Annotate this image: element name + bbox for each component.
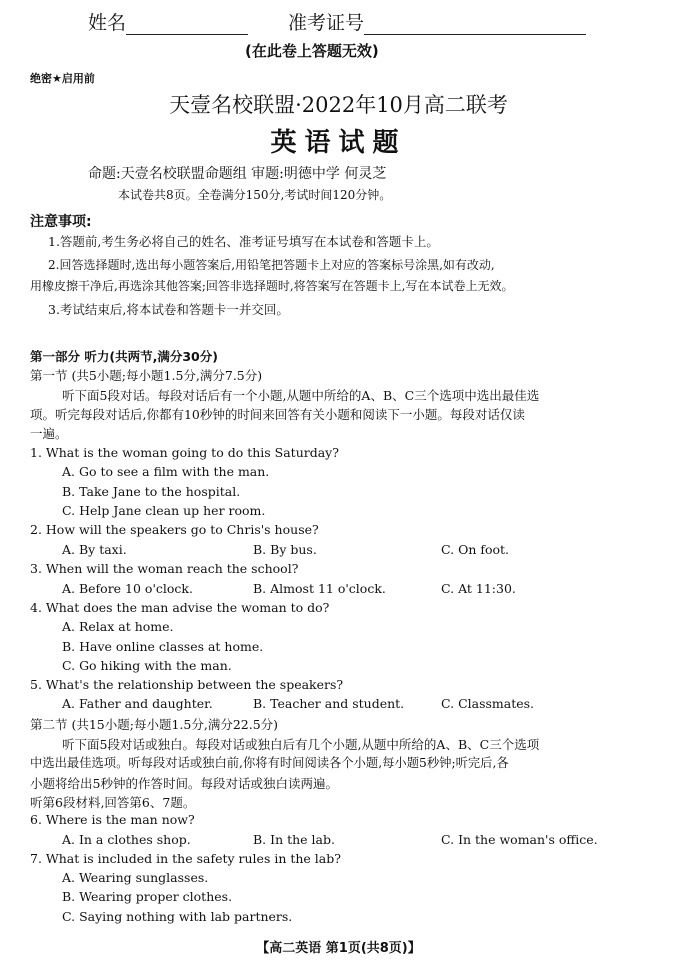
question-5-option-c: C. Classmates. [441,696,535,711]
exam-id-field [288,8,586,35]
section1-instructions-line1: 听下面5段对话。每段对话后有一个小题,从题中所给的A、B、C三个选项中选出最佳选 [62,388,540,403]
question-7-option-c: C. Saying nothing with lab partners. [62,909,293,924]
exam-title: 天壹名校联盟·2022年10月高二联考 [169,93,508,117]
question-3-stem: 3. When will the woman reach the school? [30,561,299,576]
question-2-option-b: B. By bus. [253,542,317,557]
page-footer: 【高二英语 第1页(共8页)】 [256,941,421,956]
question-7-stem: 7. What is included in the safety rules in the lab? [30,851,341,866]
section2-instructions-line3: 小题将给出5秒钟的作答时间。每段对话或独白读两遍。 [30,776,338,791]
question-2-option-a: A. By taxi. [62,542,127,557]
question-6-option-b: B. In the lab. [253,832,335,847]
name-label: 姓名 [88,12,127,34]
question-1-option-b: B. Take Jane to the hospital. [62,484,241,499]
notice-item-2-line2: 用橡皮擦干净后,再选涂其他答案;回答非选择题时,将答案写在答题卡上,写在本试卷上无效。 [30,279,514,293]
question-4-option-b: B. Have online classes at home. [62,639,264,654]
question-1-option-c: C. Help Jane clean up her room. [62,503,266,518]
notice-item-3: 3.考试结束后,将本试卷和答题卡一并交回。 [48,302,289,317]
question-1-stem: 1. What is the woman going to do this Saturday? [30,445,339,460]
question-4-option-c: C. Go hiking with the man. [62,658,232,673]
question-6-option-a: A. In a clothes shop. [62,832,191,847]
question-6-stem: 6. Where is the man now? [30,812,195,827]
name-field [88,8,248,35]
authors-line: 命题:天壹名校联盟命题组 审题:明德中学 何灵芝 [88,166,387,182]
section1-heading: 第一节 (共5小题;每小题1.5分,满分7.5分) [30,368,263,383]
section2-instructions-line1: 听下面5段对话或独白。每段对话或独白后有几个小题,从题中所给的A、B、C三个选项 [62,737,540,752]
question-4-option-a: A. Relax at home. [62,619,174,634]
exam-id-label: 准考证号 [288,12,365,34]
material-6-note: 听第6段材料,回答第6、7题。 [30,795,196,810]
question-7-option-b: B. Wearing proper clothes. [62,889,233,904]
question-5-option-b: B. Teacher and student. [253,696,405,711]
question-4-stem: 4. What does the man advise the woman to do? [30,600,330,615]
name-blank [126,16,248,35]
section2-heading: 第二节 (共15小题;每小题1.5分,满分22.5分) [30,717,279,732]
question-5-stem: 5. What's the relationship between the speakers? [30,677,344,692]
question-1-option-a: A. Go to see a film with the man. [62,464,270,479]
question-3-option-a: A. Before 10 o'clock. [62,581,193,596]
question-6-option-c: C. In the woman's office. [441,832,598,847]
question-7-option-a: A. Wearing sunglasses. [62,870,209,885]
section2-instructions-line2: 中选出最佳选项。听每段对话或独白前,你将有时间阅读各个小题,每小题5秒钟;听完后,各 [30,756,509,770]
notice-heading: 注意事项: [30,214,92,230]
secret-tag: 绝密★启用前 [30,72,95,85]
subject-title: 英语试题 [270,128,407,158]
question-2-stem: 2. How will the speakers go to Chris's house? [30,522,319,537]
invalid-note: (在此卷上答题无效) [245,42,379,60]
question-5-option-a: A. Father and daughter. [62,696,213,711]
question-2-option-c: C. On foot. [441,542,510,557]
section1-instructions-line3: 一遍。 [30,426,68,441]
section1-instructions-line2: 项。听完每段对话后,你都有10秒钟的时间来回答有关小题和阅读下一小题。每段对话仅读 [30,407,525,422]
question-3-option-c: C. At 11:30. [441,581,516,596]
notice-item-1: 1.答题前,考生务必将自己的姓名、准考证号填写在本试卷和答题卡上。 [48,234,439,249]
notice-item-2-line1: 2.回答选择题时,选出每小题答案后,用铅笔把答题卡上对应的答案标号涂黑,如有改动, [48,258,495,272]
exam-id-blank [364,16,586,35]
question-3-option-b: B. Almost 11 o'clock. [253,581,386,596]
part1-heading: 第一部分 听力(共两节,满分30分) [30,349,218,364]
exam-info: 本试卷共8页。全卷满分150分,考试时间120分钟。 [118,188,392,202]
